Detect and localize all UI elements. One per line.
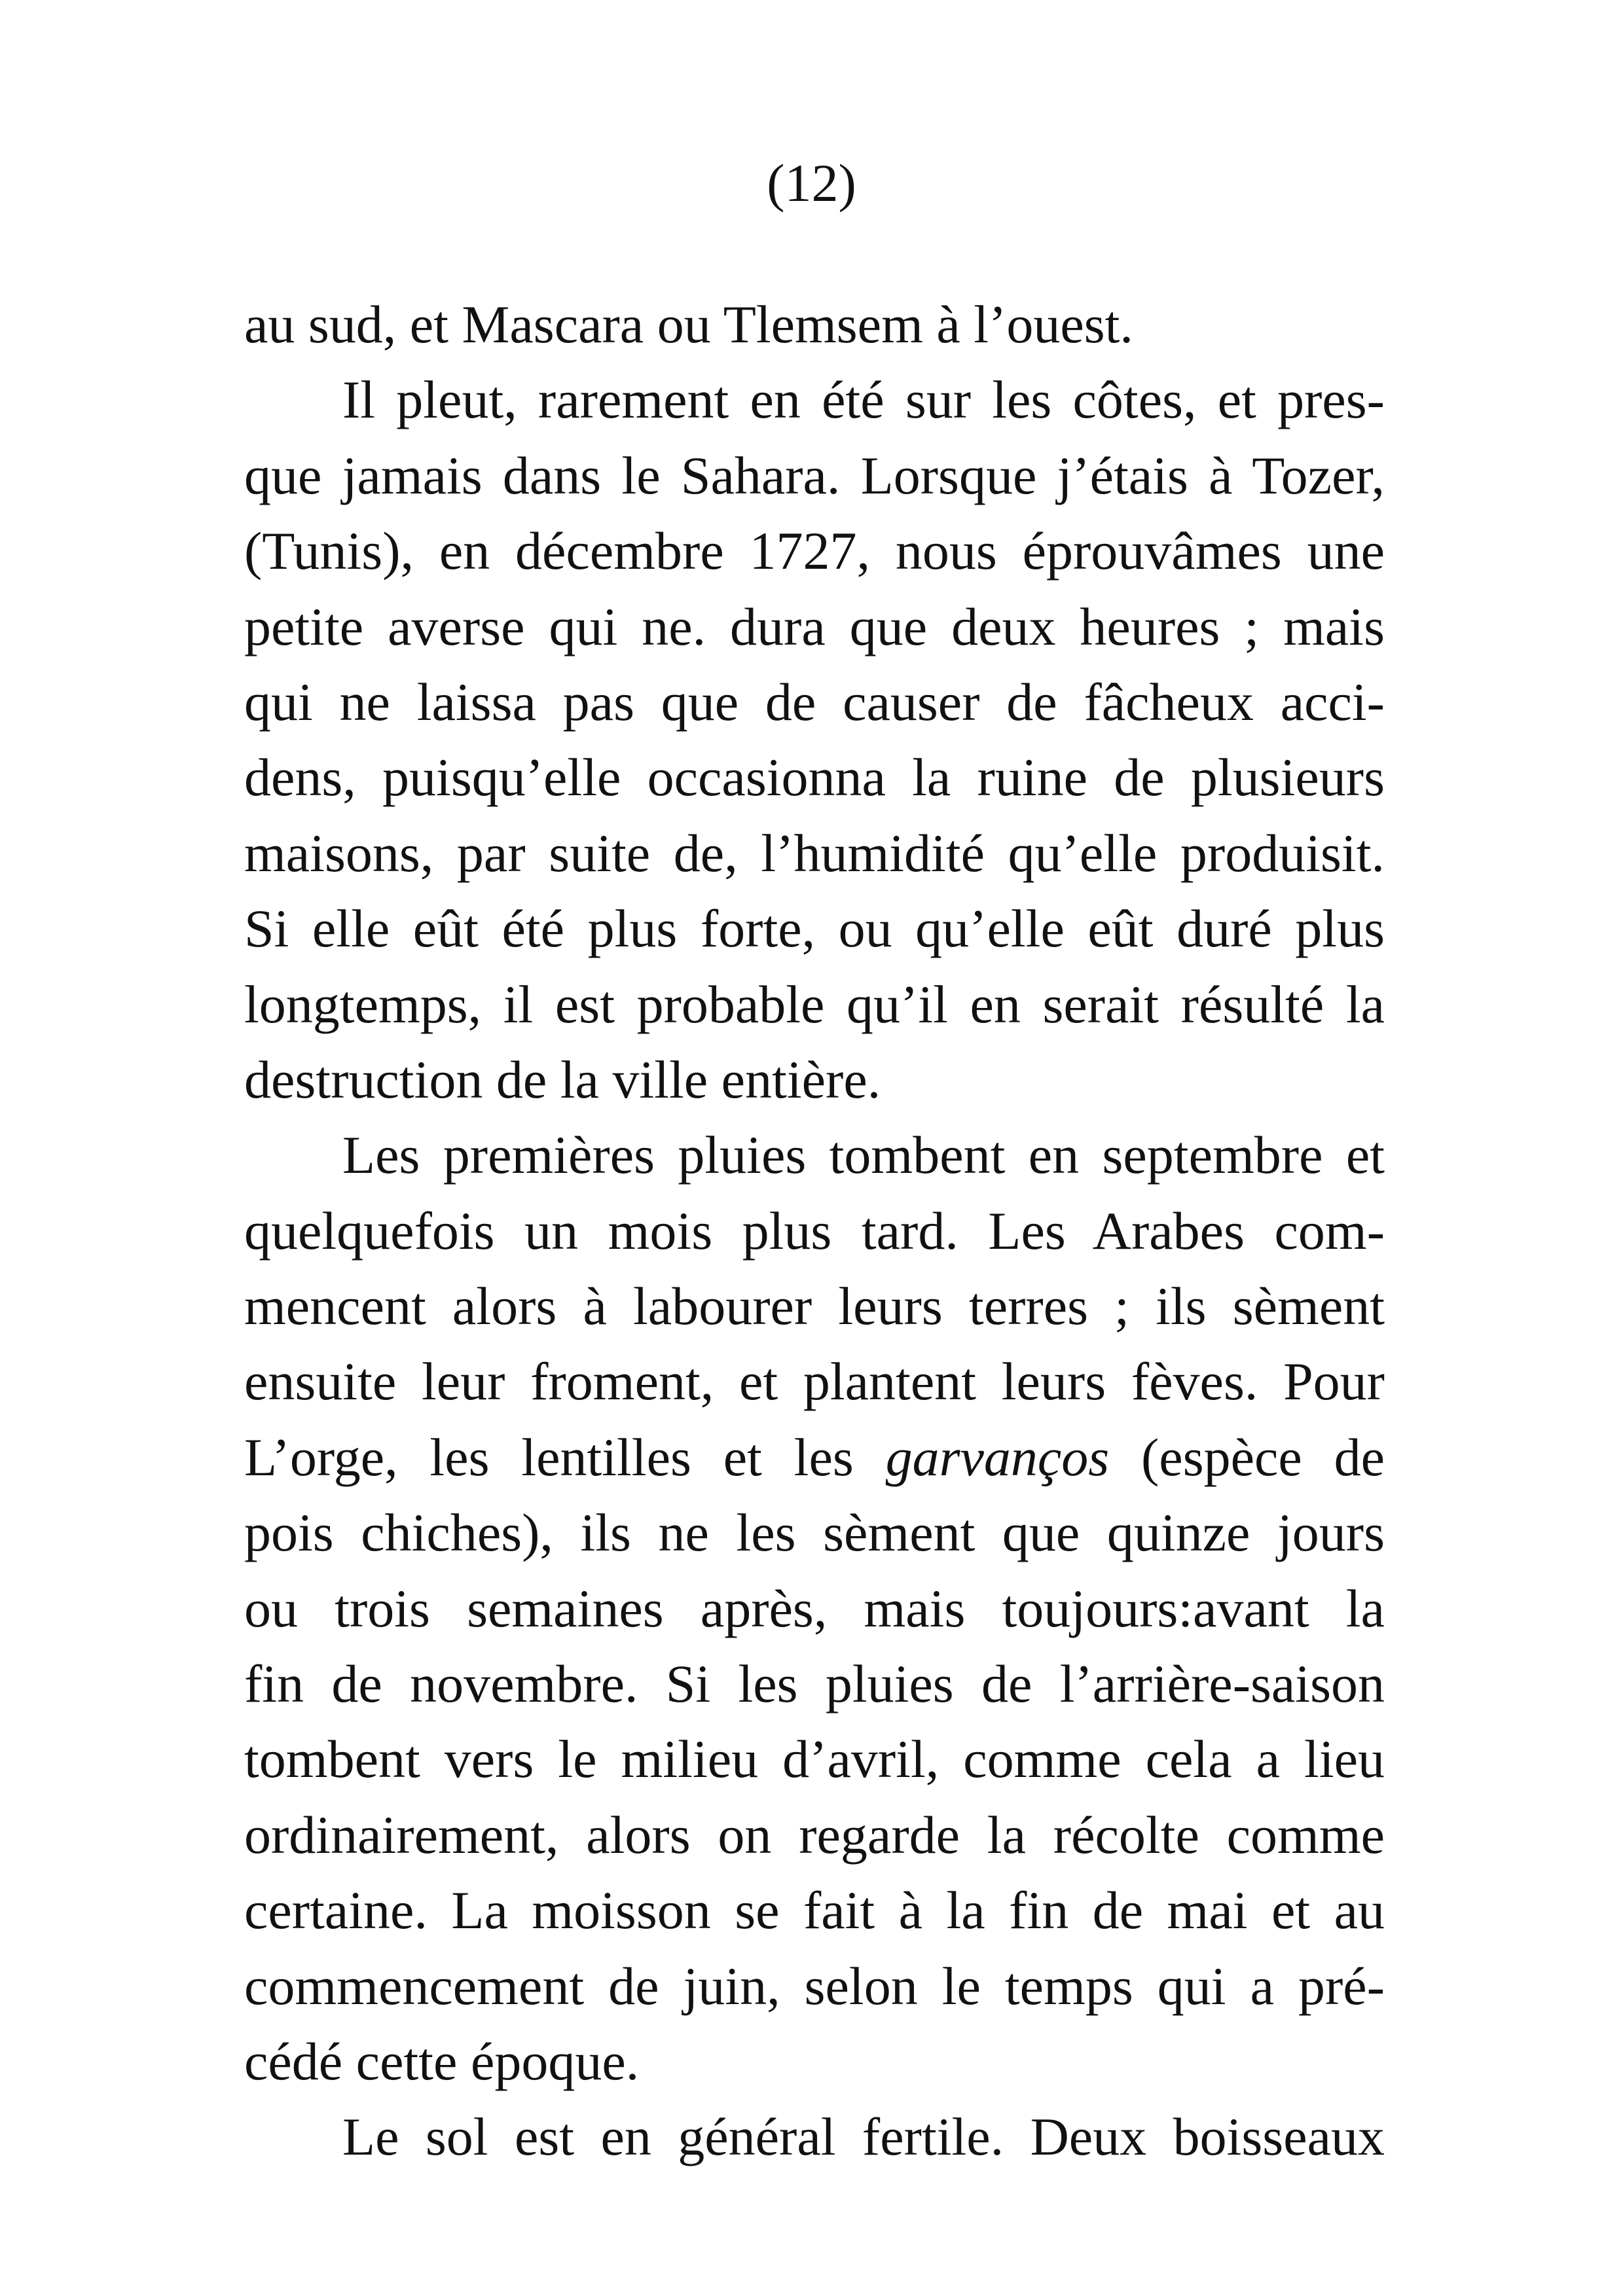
text-line: commencement de juin, selon le temps qui a pré-	[244, 1956, 1385, 2016]
text-line: fin de novembre. Si les pluies de l’arrière-saison	[244, 1654, 1385, 1714]
text-line: tombent vers le milieu d’avril, comme cela a lieu	[244, 1729, 1385, 1789]
text-line-with-italic	[244, 1420, 1385, 1495]
text-line: quelquefois un mois plus tard. Les Arabes com-	[244, 1200, 1385, 1261]
page-number: (12)	[767, 153, 856, 213]
body-text	[244, 287, 1385, 2175]
text-line: maisons, par suite de, l’humidité qu’elle produisit.	[244, 823, 1385, 883]
text-line: destruction de la ville entière.	[244, 1049, 881, 1109]
text-line: pois chiches), ils ne les sèment que quinze jours	[244, 1503, 1385, 1563]
paragraph-start-line: Le sol est en général fertile. Deux boisseaux	[342, 2107, 1385, 2167]
paragraph-start-line: Les premières pluies tombent en septembre et	[342, 1125, 1385, 1185]
text-segment: (espèce de	[1109, 1427, 1385, 1487]
text-line: certaine. La moisson se fait à la fin de mai et au	[244, 1880, 1385, 1941]
text-line: mencent alors à labourer leurs terres ; ils sèment	[244, 1276, 1385, 1336]
text-line: Si elle eût été plus forte, ou qu’elle eût duré plus	[244, 899, 1385, 959]
paragraph-start-line: Il pleut, rarement en été sur les côtes, et pres-	[342, 370, 1385, 430]
text-line: au sud, et Mascara ou Tlemsem à l’ouest.	[244, 295, 1133, 354]
text-line: longtemps, il est probable qu’il en serait résulté la	[244, 974, 1385, 1034]
text-line: dens, puisqu’elle occasionna la ruine de plusieurs	[244, 747, 1385, 808]
text-line: ou trois semaines après, mais toujours:avant la	[244, 1578, 1385, 1638]
text-line: (Tunis), en décembre 1727, nous éprouvâmes une	[244, 521, 1385, 581]
italic-term: garvanços	[885, 1427, 1110, 1487]
text-line: qui ne laissa pas que de causer de fâcheux acci-	[244, 672, 1385, 732]
text-line: cédé cette époque.	[244, 2031, 640, 2091]
text-line: petite averse qui ne. dura que deux heures ; mais	[244, 596, 1385, 656]
text-line: que jamais dans le Sahara. Lorsque j’étais à Tozer,	[244, 445, 1385, 505]
text-line: ordinairement, alors on regarde la récolte comme	[244, 1804, 1385, 1865]
text-segment: L’orge, les lentilles et les	[244, 1427, 886, 1487]
text-line: ensuite leur froment, et plantent leurs fèves. Pour	[244, 1352, 1385, 1412]
